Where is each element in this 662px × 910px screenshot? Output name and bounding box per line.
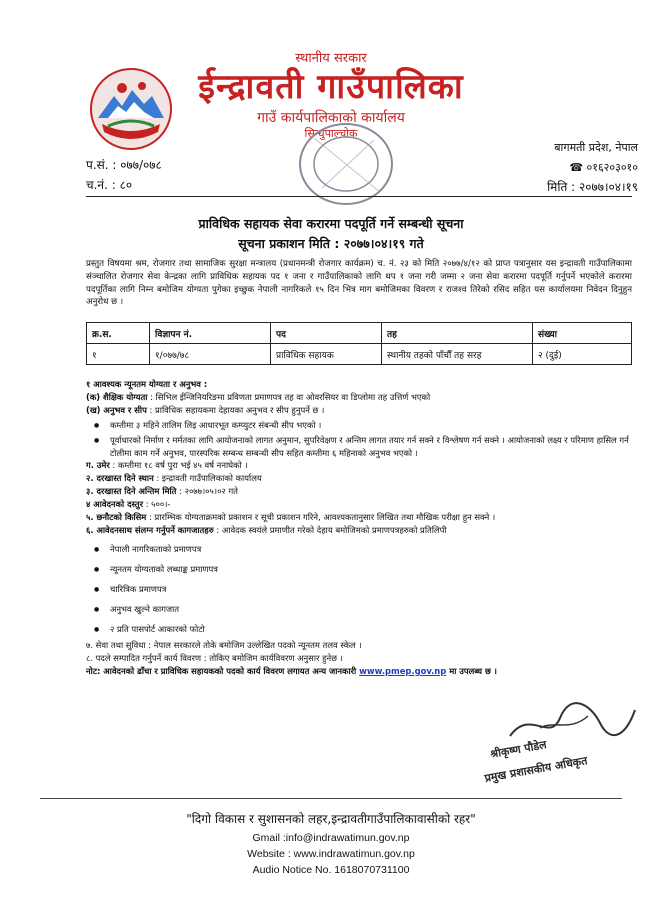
documents-label: ६. आवेदनसाथ संलग्न गर्नुपर्ने कागजातहरु xyxy=(86,524,214,535)
table-header-cell: पद xyxy=(271,323,382,344)
documents-text: : आवेदक स्वयंले प्रमाणीत गरेको देहाय बमोजिमको प्रमाणपत्रहरुको प्रतिलिपी xyxy=(216,524,447,535)
documents-line xyxy=(86,524,632,537)
table-header-cell: विज्ञापन नं. xyxy=(150,323,271,344)
note-text: नोट: आवेदनको ढाँचा र प्राविधिक सहायकको पदको कार्य विवरण लगायत अन्य जानकारी xyxy=(86,665,357,676)
place-text: : इन्द्रावती गाउँपालिकाको कार्यालय xyxy=(156,473,262,484)
province-name: बागमती प्रदेश, नेपाल xyxy=(554,141,638,154)
deadline-text: : २०७७।०५।०२ गते xyxy=(179,486,238,497)
table-cell: २ (दुई) xyxy=(533,344,632,365)
requirements-heading: १ आवश्यक न्यूनतम योग्यता र अनुभव : xyxy=(86,379,208,389)
deadline-line xyxy=(86,485,632,498)
footer-divider xyxy=(40,798,622,799)
table-header-row xyxy=(87,323,632,344)
municipality-name: ईन्द्रावती गाउँपालिका xyxy=(198,67,464,107)
note-end: मा उपलब्ध छ । xyxy=(449,665,497,676)
list-item: ● कम्तीमा ३ महिने तालिम लिइ आधारभूत कम्प्युटर संबन्धी सीप भएको । xyxy=(86,419,632,432)
reference-number: प.सं. : ०७७/०७८ xyxy=(86,158,162,172)
publish-date: सूचना प्रकाशन मिति : २०७७।०४।१९ गते xyxy=(238,236,424,251)
footer-gmail: Gmail :info@indrawatimun.gov.np xyxy=(252,832,410,844)
education-line xyxy=(86,391,632,404)
table-header-cell: संख्या xyxy=(533,323,632,344)
duties-line: ८. पदले सम्पादित गर्नुपर्ने कार्य विवरण : तोकिए बमोजिम कार्यविवरण अनुसार हुनेछ । xyxy=(86,652,343,663)
posts-table xyxy=(86,322,632,365)
notice-title: प्राविधिक सहायक सेवा करारमा पदपूर्ति गर्ने सम्बन्धी सूचना xyxy=(198,216,464,231)
table-cell: स्थानीय तहको पाँचौँ तह सरह xyxy=(382,344,533,365)
age-text: : कम्तीमा १८ वर्ष पुरा भई ४५ वर्ष ननाघेको । xyxy=(112,460,248,471)
table-cell: १/०७७/७८ xyxy=(150,344,271,365)
note-line xyxy=(86,665,632,678)
list-item: ● चारित्रिक प्रमाणपत्र xyxy=(86,579,632,599)
list-item: ● न्यूनतम योग्यताको लब्धाङ्क प्रमाणपत्र xyxy=(86,559,632,579)
office-name: गाउँ कार्यपालिकाको कार्यालय xyxy=(257,110,405,126)
age-label: ग. उमेर xyxy=(86,460,110,471)
footer-slogan: "दिगो विकास र सुशासनको लहर,इन्द्रावतीगाउँपालिकावासीको रहर" xyxy=(186,812,476,826)
selection-text: : प्रारम्भिक योग्यताक्रमको प्रकाशन र सूची प्रकाशन गरिने, आवश्यकतानुसार लिखित तथा मौखिक परीक्षा हुन सक्ने । xyxy=(149,512,496,523)
experience-label: (ख) अनुभव र सीप xyxy=(86,404,147,415)
age-line xyxy=(86,459,632,472)
district-name: सिन्धुपाल्चोक xyxy=(304,127,358,140)
phone-line xyxy=(569,160,638,175)
education-label: (क) शैक्षिक योग्यता xyxy=(86,391,148,402)
list-item: ● नेपाली नागरिकताको प्रमाणपत्र xyxy=(86,539,632,559)
place-label: २. दरखास्त दिने स्थान xyxy=(86,473,154,484)
notice-body: प्रस्तुत विषयमा श्रम, रोजगार तथा सामाजिक सुरक्षा मन्त्रालय (प्रधानमन्त्री रोजगार कार्यक्रम) च. नं. २३ को मिति २०७७/४/१२ को प्राप्त पत्रानुसार यस इन्द्रावती गाउँपालिकामा संञ्चालित रोजगार सेवा केन्द्रका लागि प्राविधिक सहायक पद १ जना र गाउँपालिकाको लागि थप १ जना गरी जम्मा २ जना सेवा करारमा पदपूर्ति गर्नुपर्ने भएकोले करारमा पदपूर्तिका लागि निम्न बमोजिम योग्यता पुगेका इच्छुक नेपाली नागरिकले १५ दिन भित्र माग बमोजिमका विवरण र राजश्व तिरेको रसिद सहित यस कार्यालयमा निवेदन दिनुहुन अनुरोध छ । xyxy=(86,259,632,308)
phone-icon: ☎ xyxy=(569,161,584,174)
experience-line xyxy=(86,404,632,417)
place-line xyxy=(86,472,632,485)
list-item: ● २ प्रति पासपोर्ट आकारको फोटो xyxy=(86,619,632,639)
experience-text: : प्राविधिक सहायकमा देहायका अनुभव र सीप हुनुपर्ने छ । xyxy=(149,404,325,415)
header-divider xyxy=(86,196,632,197)
fee-text: : ५००।- xyxy=(145,499,171,510)
fee-line xyxy=(86,498,632,511)
requirements-section xyxy=(86,378,632,678)
selection-line xyxy=(86,511,632,524)
list-item: ● पूर्वाधारको निर्माण र मर्मतका लागि आयोजनाको लागत अनुमान, सुपरिवेक्षण र अन्तिम लागत तयार गर्न सक्ने र विश्लेषण गर्न सक्ने । आयोजनाको लक्ष्य र परिमाण हासिल गर्न टोलीमा काम गर्ने अनुभव, पारस्परिक सम्बन्ध सम्बन्धी सीप सहित कम्तीमा ६ महिनाको अनुभव भएको । xyxy=(86,434,632,460)
phone-number: ०१६२०३०१० xyxy=(586,161,638,174)
pmep-link[interactable]: www.pmep.gov.np xyxy=(359,665,447,676)
benefits-line: ७. सेवा तथा सुविधा : नेपाल सरकारले तोके बमोजिम उल्लेखित पदको न्यूनतम तलव स्केल । xyxy=(86,639,362,650)
footer-audio-notice: Audio Notice No. 1618070731100 xyxy=(252,864,410,876)
list-item: ● अनुभव खुल्ने कागजात xyxy=(86,599,632,619)
signatory-title: प्रमुख प्रशासकीय अधिकृत xyxy=(483,754,589,785)
deadline-label: ३. दरखास्त दिने अन्तिम मिति xyxy=(86,486,177,497)
selection-label: ५. छनौटको किसिम xyxy=(86,512,147,523)
table-cell: १ xyxy=(87,344,150,365)
table-header-cell: क्र.स. xyxy=(87,323,150,344)
footer-website: Website : www.indrawatimun.gov.np xyxy=(247,848,415,860)
table-row xyxy=(87,344,632,365)
table-cell: प्राविधिक सहायक xyxy=(271,344,382,365)
notice-date: मिति : २०७७।०४।१९ xyxy=(547,180,638,194)
dispatch-number: च.नं. : ८० xyxy=(86,178,133,192)
table-header-cell: तह xyxy=(382,323,533,344)
fee-label: ४ आवेदनको दस्तुर xyxy=(86,499,144,510)
education-text: : सिभिल ईन्जिनियरिङमा प्रविणता प्रमाणपत्र तह वा ओवरसियर वा डिप्लोमा तह उत्तिर्ण भएको xyxy=(150,391,431,402)
government-level: स्थानीय सरकार xyxy=(295,51,367,66)
signatory-name: श्रीकृष्ण पौडेल xyxy=(489,738,548,761)
